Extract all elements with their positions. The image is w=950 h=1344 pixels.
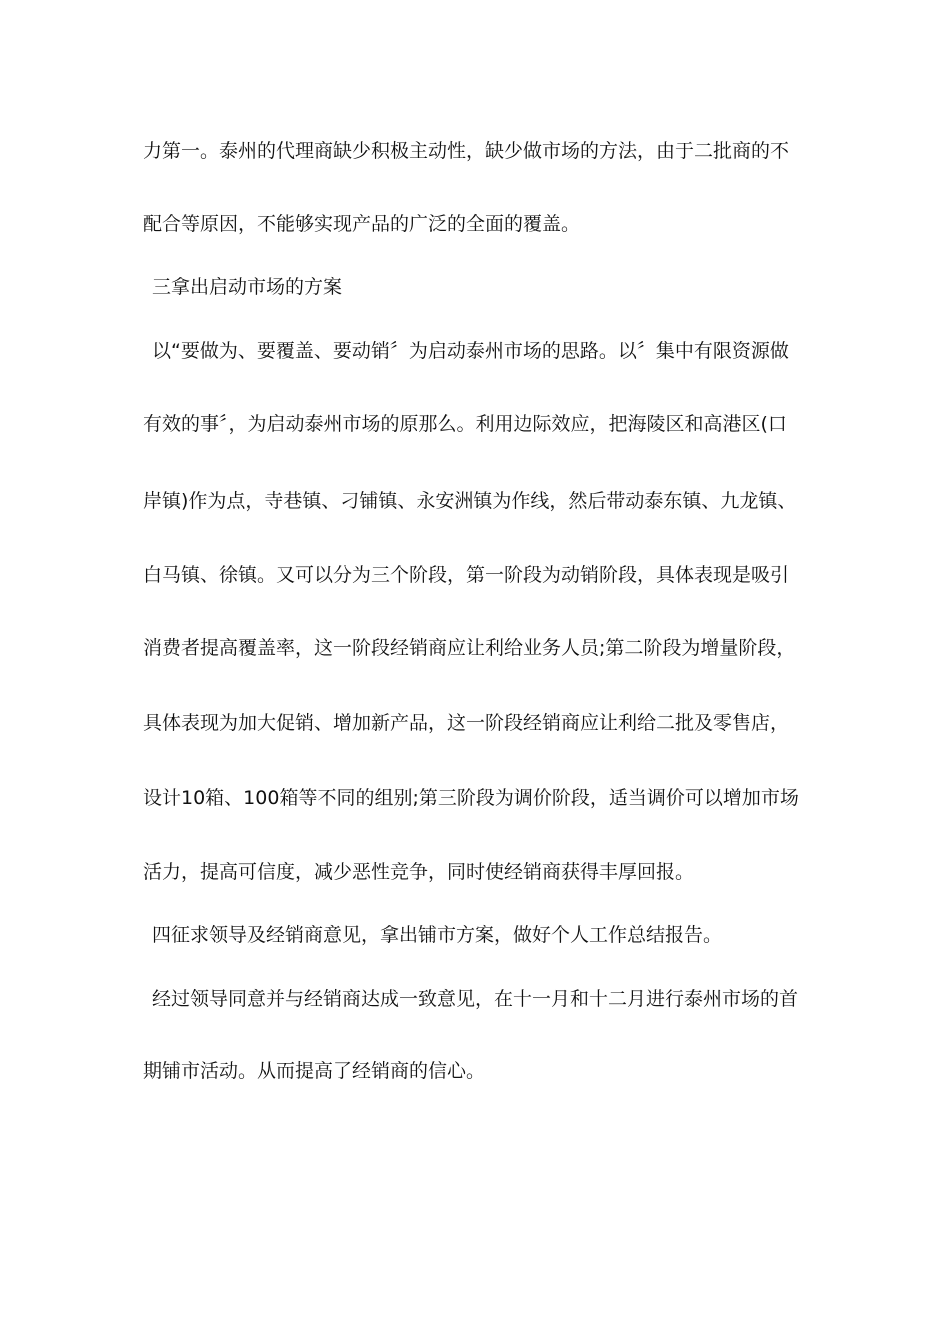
- text-line-2: 配合等原因，不能够实现产品的广泛的全面的覆盖。: [143, 213, 581, 235]
- text-line-5: 有效的事〞，为启动泰州市场的原那么。利用边际效应，把海陵区和高港区(口: [143, 413, 787, 435]
- section-heading-3: 三拿出启动市场的方案: [152, 276, 343, 298]
- text-line-6: 岸镇)作为点，寺巷镇、刁铺镇、永安洲镇为作线，然后带动泰东镇、九龙镇、: [143, 490, 797, 512]
- text-line-11: 活力，提高可信度，减少恶性竞争，同时使经销商获得丰厚回报。: [143, 861, 695, 883]
- text-line-10: 设计10箱、100箱等不同的组别;第三阶段为调价阶段，适当调价可以增加市场: [143, 787, 799, 809]
- text-line-13: 经过领导同意并与经销商达成一致意见，在十一月和十二月进行泰州市场的首: [152, 988, 799, 1010]
- text-line-8: 消费者提高覆盖率，这一阶段经销商应让利给业务人员;第二阶段为增量阶段，: [143, 637, 796, 659]
- text-line-14: 期铺市活动。从而提高了经销商的信心。: [143, 1060, 486, 1082]
- section-heading-4: 四征求领导及经销商意见，拿出铺市方案，做好个人工作总结报告。: [152, 924, 723, 946]
- text-line-1: 力第一。泰州的代理商缺少积极主动性，缺少做市场的方法，由于二批商的不: [143, 140, 790, 162]
- text-line-9: 具体表现为加大促销、增加新产品，这一阶段经销商应让利给二批及零售店，: [143, 712, 790, 734]
- text-line-4: 以“要做为、要覆盖、要动销〞为启动泰州市场的思路。以〞集中有限资源做: [152, 340, 789, 362]
- text-line-7: 白马镇、徐镇。又可以分为三个阶段，第一阶段为动销阶段，具体表现是吸引: [143, 564, 790, 586]
